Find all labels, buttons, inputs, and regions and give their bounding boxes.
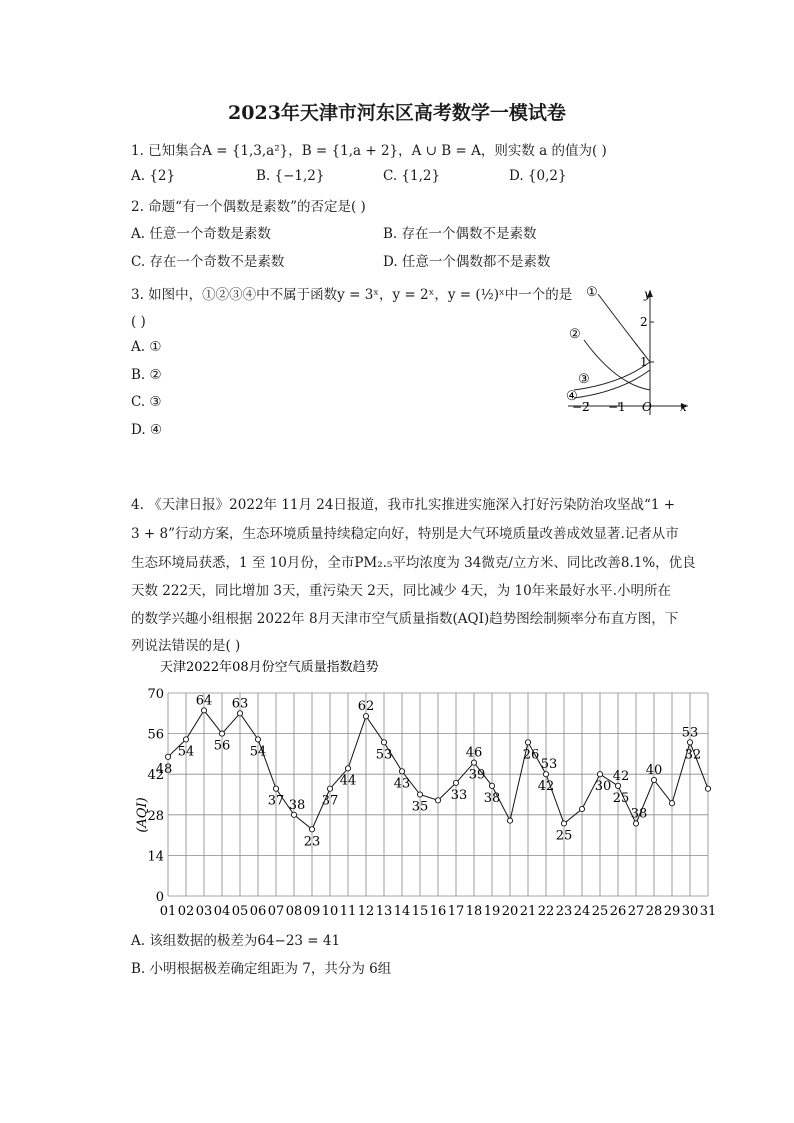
x-tick-label: 27 [627,904,645,919]
y-tick-label: 42 [147,768,164,784]
q3-stem: 3. 如图中，①②③④中不属于函数y = 3ˣ，y = 2ˣ，y = (½)ˣ中一个的是 [131,287,573,303]
x-tick-label: 08 [285,904,303,919]
x-tick-label-neg1: −1 [608,400,626,414]
x-tick-label: 26 [609,904,627,919]
x-tick-label: 31 [699,904,717,919]
data-label: 39 [468,767,486,783]
data-point [705,786,710,791]
x-tick-label: 06 [249,904,267,919]
aqi-line-chart [130,655,730,925]
data-point [543,772,548,777]
data-point [651,777,656,782]
q3-option-a: A. ① [131,339,162,355]
data-label: 53 [681,725,699,741]
q2-option-b: B. 存在一个偶数不是素数 [383,226,537,242]
data-label: 35 [411,799,429,815]
x-tick-label: 12 [357,904,375,919]
q1-option-c: C. {1,2} [383,168,441,184]
x-tick-label: 02 [177,904,195,919]
x-tick-label-neg2: −2 [572,400,590,414]
q1-option-b: B. {−1,2} [256,168,325,184]
q2-stem: 2. 命题“有一个偶数是素数”的否定是( ) [131,199,366,215]
q4-line-3: 生态环境局获悉，1 至 10月份，全市PM₂.₅平均浓度为 34微克/立方米、同比改善8.1%，优良 [131,555,696,571]
data-point [417,792,422,797]
data-point [525,740,530,745]
x-tick-label: 15 [411,904,429,919]
data-point [345,766,350,771]
curve-label-3: ③ [578,372,590,387]
x-tick-label: 29 [663,904,681,919]
q3-option-d: D. ④ [131,422,163,438]
data-label: 64 [195,693,213,709]
data-point [435,798,440,803]
data-point [255,737,260,742]
data-label: 37 [267,793,285,809]
x-tick-label: 09 [303,904,321,919]
data-label: 54 [249,744,267,760]
x-tick-label: 04 [213,904,231,919]
data-point [291,812,296,817]
data-label: 63 [231,696,249,712]
data-label: 33 [450,787,468,803]
data-label: 40 [645,763,663,778]
x-tick-label: 19 [483,904,501,919]
x-tick-label: 28 [645,904,663,919]
q2-option-d: D. 任意一个偶数都不是素数 [383,254,551,270]
data-label: 26 [522,747,540,763]
q3-paren: ( ) [131,314,146,330]
curve-label-1: ① [586,285,598,300]
q1-option-a: A. {2} [131,168,176,184]
q4-line-2: 3 + 8”行动方案，生态环境质量持续稳定向好，特别是大气环境质量改善成效显著.记者从市 [131,526,679,542]
y-tick-label: 56 [147,727,164,743]
data-point [237,711,242,716]
data-label: 62 [357,699,375,715]
data-label: 23 [303,834,321,850]
y-tick-label: 70 [147,687,164,702]
q4-line-4: 天数 222天，同比增加 3天，重污染天 2天，同比减少 4天，为 10年来最好水平.小明所在 [131,583,671,599]
data-label: 38 [483,790,501,806]
data-point [327,786,332,791]
data-point [183,737,188,742]
data-point [165,754,170,759]
y-tick-label-1: 1 [640,355,648,369]
data-point [273,786,278,791]
q3-function-graph [560,280,700,420]
page-title: 2023年天津市河东区高考数学一模试卷 [228,102,566,124]
data-label: 25 [555,828,573,844]
curve-label-4: ④ [566,389,578,404]
x-tick-label: 25 [591,904,609,919]
y-tick-label: 0 [155,890,164,905]
x-tick-label: 22 [537,904,555,919]
q4-line-5: 的数学兴趣小组根据 2022年 8月天津市空气质量指数(AQI)趋势图绘制频率分布直方图，下 [131,611,679,627]
data-point [507,818,512,823]
x-tick-label: 01 [159,904,177,919]
q3-option-c: C. ③ [131,394,162,410]
data-point [399,769,404,774]
x-tick-label: 11 [339,904,357,919]
q3-option-b: B. ② [131,367,162,383]
data-point [471,760,476,765]
data-point [381,740,386,745]
x-tick-label: 05 [231,904,249,919]
origin-label: O [642,400,652,414]
data-label: 32 [684,747,702,763]
data-point [363,714,368,719]
data-point [453,780,458,785]
data-point [579,806,584,811]
q2-option-a: A. 任意一个奇数是素数 [131,226,271,242]
data-label: 25 [612,790,630,806]
q1-stem: 1. 已知集合A = {1,3,a²}，B = {1,a + 2}，A ∪ B = A，则实数 a 的值为( ) [131,143,607,159]
data-label: 48 [155,761,173,777]
data-point [633,821,638,826]
data-point [219,731,224,736]
chart-title: 天津2022年08月份空气质量指数趋势 [160,660,379,675]
x-tick-label: 16 [429,904,447,919]
data-point [615,783,620,788]
data-label: 42 [612,768,630,784]
q4-option-b: B. 小明根据极差确定组距为 7，共分为 6组 [131,961,392,977]
x-tick-label: 21 [519,904,537,919]
data-label: 44 [339,773,357,789]
y-axis-label: y [644,287,651,301]
x-tick-label: 20 [501,904,519,919]
x-tick-label: 17 [447,904,465,919]
data-point [489,783,494,788]
x-tick-label: 07 [267,904,285,919]
data-point [309,827,314,832]
y-tick-label-2: 2 [640,315,648,329]
curve-label-2: ② [569,327,581,342]
q1-option-d: D. {0,2} [509,168,567,184]
q2-option-c: C. 存在一个奇数不是素数 [131,254,285,270]
data-label: 56 [213,738,231,754]
data-label: 53 [540,757,558,773]
q4-line-1: 4. 《天津日报》2022年 11月 24日报道，我市扎实推进实施深入打好污染防治攻坚战“1 + [131,497,676,513]
data-label: 42 [537,779,555,795]
data-label: 53 [375,747,393,763]
x-axis-label: x [680,400,687,414]
y-tick-label: 14 [147,849,164,865]
data-label: 38 [288,797,306,813]
data-point [669,801,674,806]
data-label: 37 [321,793,339,809]
x-tick-label: 03 [195,904,213,919]
x-tick-label: 24 [573,904,591,919]
y-tick-label: 28 [147,808,164,824]
data-label: 46 [465,745,483,761]
data-point [687,740,692,745]
data-point [201,708,206,713]
x-tick-label: 10 [321,904,339,919]
x-tick-label: 23 [555,904,573,919]
q4-line-6: 列说法错误的是( ) [131,638,241,654]
x-tick-label: 13 [375,904,393,919]
q4-option-a: A. 该组数据的极差为64−23 = 41 [131,933,341,949]
data-label: 43 [393,776,411,792]
x-tick-label: 30 [681,904,699,919]
x-tick-label: 14 [393,904,411,919]
data-label: 38 [630,806,648,822]
data-label: 54 [177,744,195,760]
y-axis-title: (AQI) [135,797,150,833]
data-point [561,821,566,826]
data-label: 30 [594,779,612,795]
x-tick-label: 18 [465,904,483,919]
data-point [597,772,602,777]
